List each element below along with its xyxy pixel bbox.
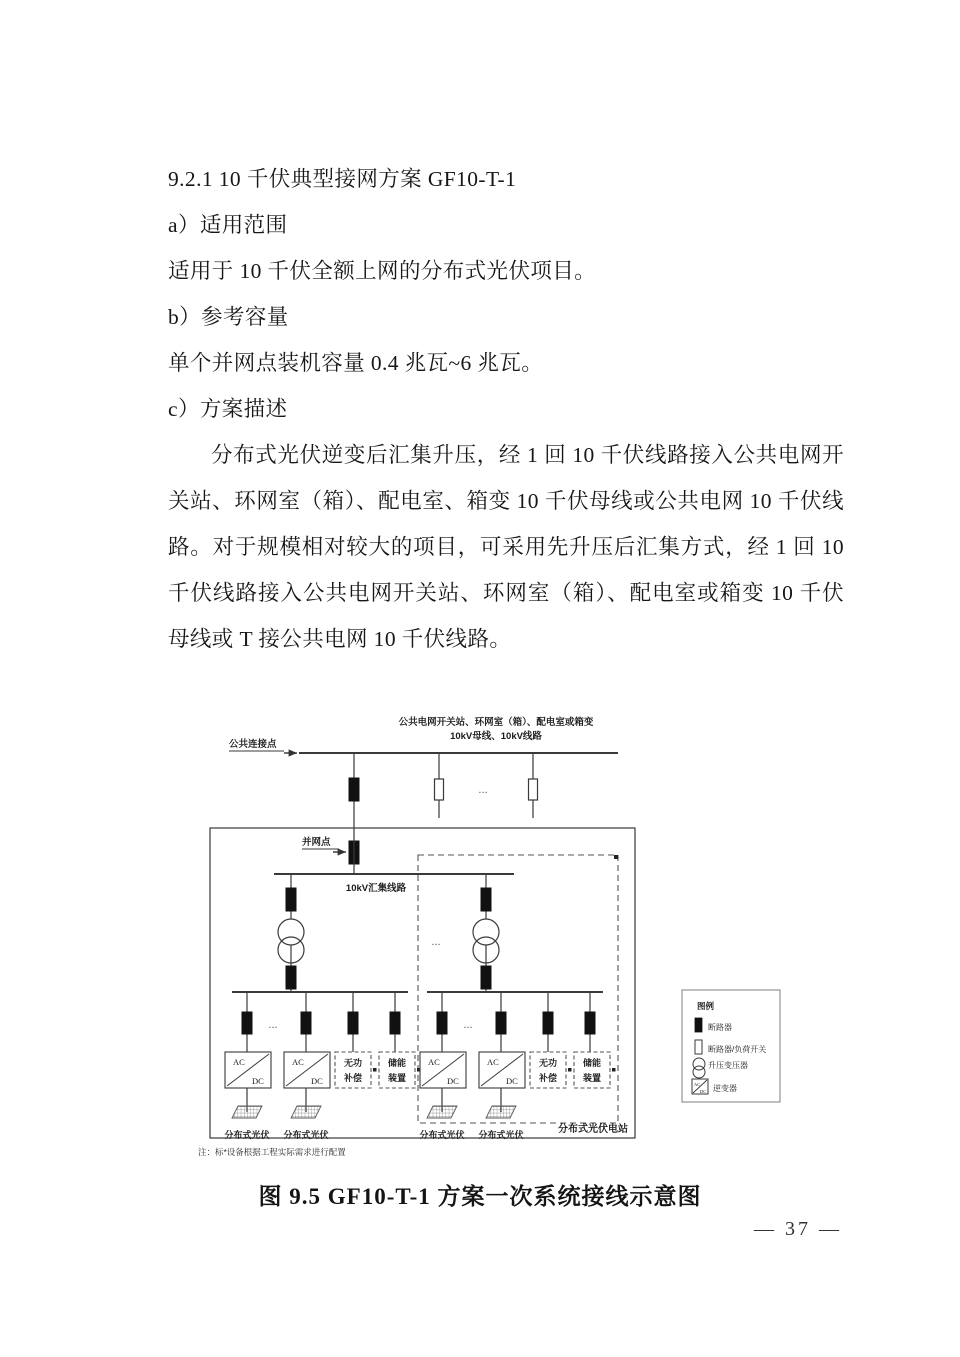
group-a-storage-label-1: 储能 [387, 1058, 407, 1068]
filled-breaker-icon [349, 778, 359, 801]
station-label: 分布式光伏电站 [558, 1124, 628, 1135]
group-b-feeders [418, 992, 615, 1140]
top-bus-title-line2: 10kV母线、10kV线路 [450, 731, 542, 742]
legend-label-0: 断路器 [708, 1023, 732, 1032]
group-b-pv-panel-1-icon [427, 1106, 457, 1118]
group-b-reactive-asterisk-marker [568, 1068, 572, 1072]
diagram-canvas [196, 700, 796, 1160]
group-b-hv-breaker-icon [481, 888, 491, 911]
group-b-reactive-label-1: 无功 [538, 1058, 558, 1068]
legend-inverter-dc: DC [700, 1089, 707, 1094]
group-a-reactive-label-2: 补偿 [343, 1073, 363, 1083]
single-line-diagram-figure [196, 700, 796, 1160]
group-a-feeders [223, 992, 420, 1140]
figure-note: 注：标*设备根据工程实际需求进行配置 [198, 1147, 346, 1157]
group-b-storage-asterisk-marker [612, 1068, 616, 1072]
group-a-f4-breaker-icon [390, 1012, 400, 1034]
legend-hollow-breaker-icon [695, 1040, 702, 1054]
group-b-inverter-2-ac: AC [487, 1057, 499, 1067]
paragraph-a-label: a）适用范围 [168, 213, 288, 237]
group-b-storage-label-1: 储能 [582, 1058, 602, 1068]
group-b-f2-breaker-icon [496, 1012, 506, 1034]
page-number: — 37 — [754, 1218, 842, 1240]
group-b-pv-label-1: 分布式光伏 [419, 1130, 465, 1140]
top-bus-ellipsis: ... [478, 784, 488, 796]
section-heading: 9.2.1 10 千伏典型接网方案 GF10-T-1 [168, 167, 517, 191]
group-a-inverter-1-dc: DC [252, 1076, 264, 1086]
group-b-inverter-1-ac: AC [428, 1057, 440, 1067]
legend-label-3: 逆变器 [713, 1084, 737, 1093]
paragraph-b-text: 单个并网点装机容量 0.4 兆瓦~6 兆瓦。 [168, 351, 544, 375]
poc-label: 并网点 [302, 837, 331, 848]
paragraph-a-text: 适用于 10 千伏全额上网的分布式光伏项目。 [168, 259, 597, 283]
group-b-inverter-1-dc: DC [447, 1076, 459, 1086]
group-b-reactive-label-2: 补偿 [538, 1073, 558, 1083]
group-a-pv-panel-2-icon [291, 1106, 321, 1118]
pcc-label: 公共连接点 [229, 739, 277, 750]
group-b-inverter-2-dc: DC [506, 1076, 518, 1086]
group-a-f3-breaker-icon [348, 1012, 358, 1034]
group-a-pv-panel-1-icon [232, 1106, 262, 1118]
group-b-pv-panel-2-icon [486, 1106, 516, 1118]
figure-caption: 图 9.5 GF10-T-1 方案一次系统接线示意图 [258, 1184, 702, 1209]
group-a-inverter-2-ac: AC [292, 1057, 304, 1067]
legend-label-2: 升压变压器 [708, 1061, 748, 1070]
group-b-f4-breaker-icon [585, 1012, 595, 1034]
legend-title: 图例 [697, 1001, 715, 1011]
hollow-breaker-icon [435, 779, 444, 800]
transformer-group-ellipsis: ... [431, 936, 441, 948]
group-a-hv-breaker-icon [286, 888, 296, 911]
group-a-storage-label-2: 装置 [387, 1073, 407, 1083]
group-b-lv-breaker-icon [481, 966, 491, 989]
group-b-f1-breaker-icon [437, 1012, 447, 1034]
collector-bus-label: 10kV汇集线路 [345, 883, 407, 894]
group-a-inverter-2-dc: DC [311, 1076, 323, 1086]
group-a-reactive-asterisk-marker [373, 1068, 377, 1072]
legend-filled-breaker-icon [695, 1018, 702, 1032]
group-a-f1-breaker-icon [242, 1012, 252, 1034]
legend-inverter-ac: AC [694, 1082, 701, 1087]
group-a-reactive-label-1: 无功 [343, 1058, 363, 1068]
hollow-breaker-icon-2 [529, 779, 538, 800]
group-b-storage-label-2: 装置 [582, 1073, 602, 1083]
legend-box [682, 990, 780, 1102]
group-a-pv-label-2: 分布式光伏 [283, 1130, 329, 1140]
group-a-lv-breaker-icon [286, 966, 296, 989]
group-a-inverter-1-ac: AC [233, 1057, 245, 1067]
legend-label-1: 断路器/负荷开关 [708, 1045, 767, 1054]
paragraph-c-text: 分布式光伏逆变后汇集升压，经 1 回 10 千伏线路接入公共电网开关站、环网室（箱）、配电室、箱变 10 千伏母线或公共电网 10 千伏线路。对于规模相对较大的项目，可采用先升压后汇集方式，经 1 回 10 千伏线路接入公共电网开关站、环网室（箱）、配电室或箱变 10 千伏母线或 T 接公共电网 10 千伏线路。 [168, 443, 844, 651]
group-b-feeder-ellipsis: ... [463, 1019, 473, 1031]
paragraph-c-label: c）方案描述 [168, 397, 288, 421]
top-bus-title-line1: 公共电网开关站、环网室（箱）、配电室或箱变 [398, 717, 594, 728]
document-text-body [168, 156, 844, 662]
dashed-box-asterisk-marker [614, 855, 618, 859]
paragraph-b-label: b）参考容量 [168, 305, 289, 329]
group-a-pv-label-1: 分布式光伏 [224, 1130, 270, 1140]
group-a-feeder-ellipsis: ... [268, 1019, 278, 1031]
group-b-f3-breaker-icon [543, 1012, 553, 1034]
group-a-f2-breaker-icon [301, 1012, 311, 1034]
group-b-pv-label-2: 分布式光伏 [478, 1130, 524, 1140]
